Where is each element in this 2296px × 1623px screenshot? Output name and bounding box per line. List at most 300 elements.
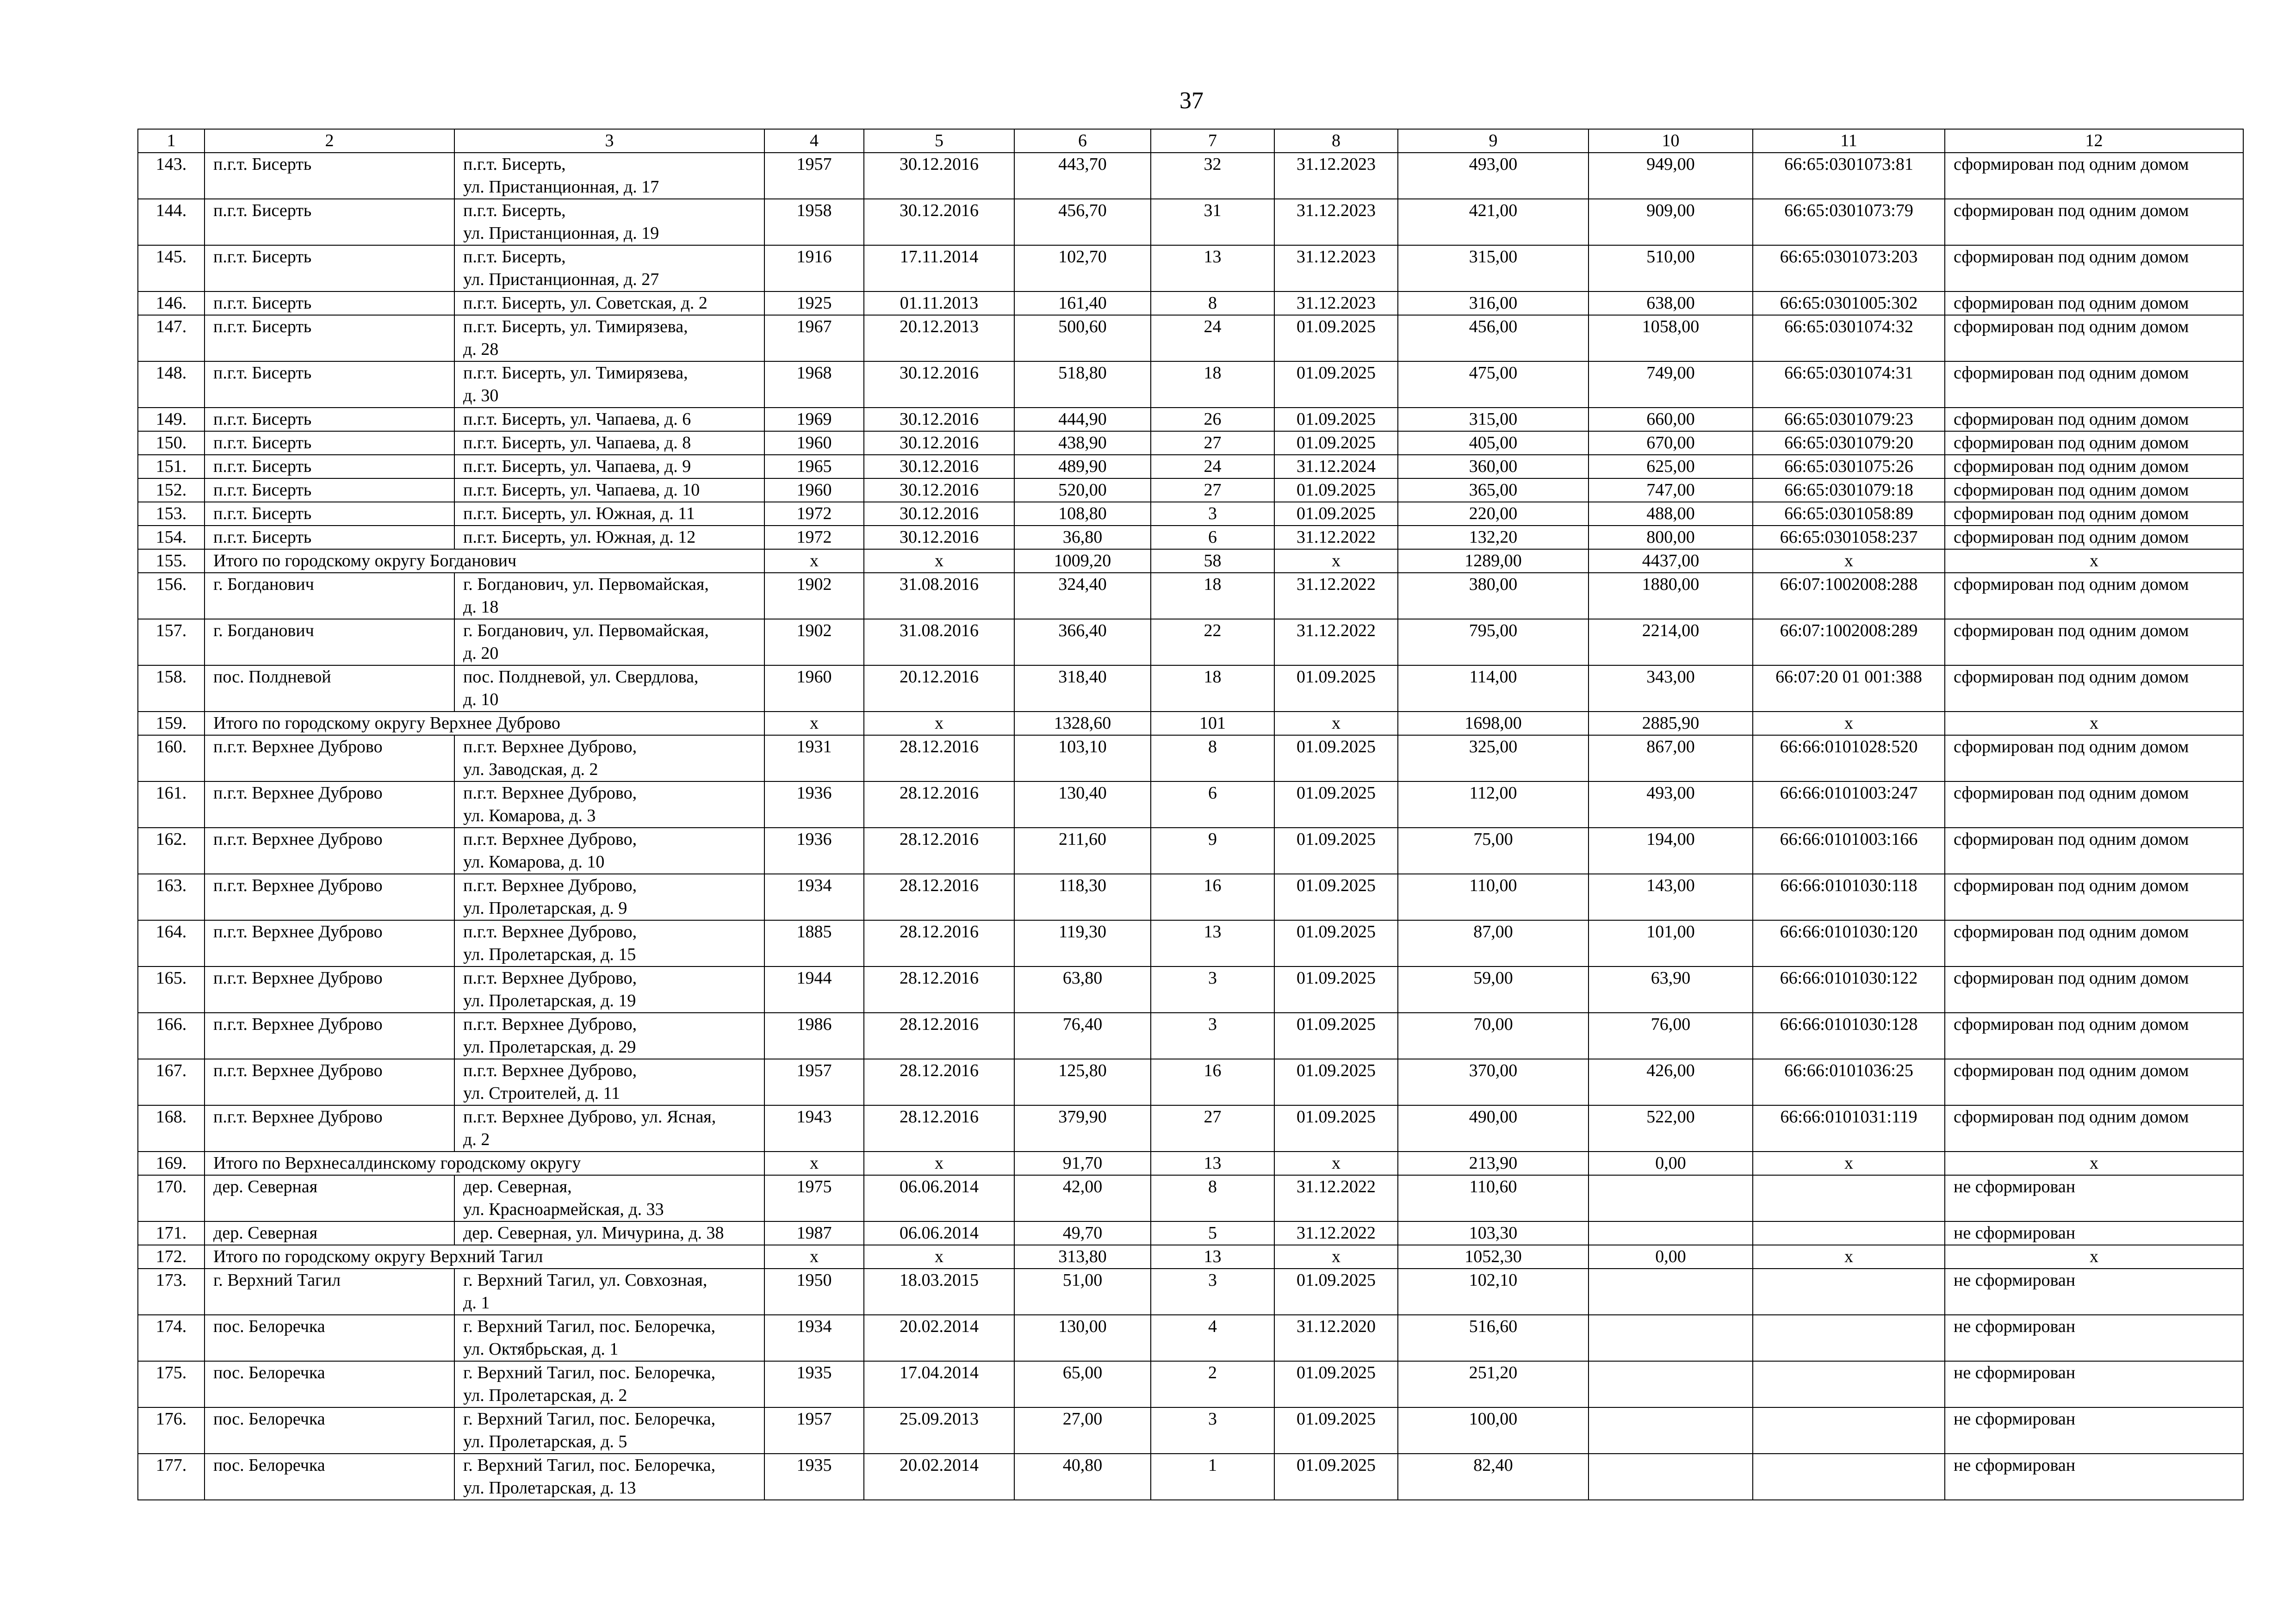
residents-cell: 8 [1151, 1175, 1274, 1221]
value-cell: 516,60 [1398, 1315, 1589, 1361]
cadastral-number-cell: 66:65:0301079:20 [1753, 431, 1945, 455]
year-cell: 1902 [764, 619, 864, 665]
area-cell: 313,80 [1014, 1245, 1151, 1269]
value-cell: 1052,30 [1398, 1245, 1589, 1269]
deadline-cell: 01.09.2025 [1274, 874, 1398, 920]
value-cell: 380,00 [1398, 573, 1589, 619]
land-status-cell: сформирован под одним домом [1945, 1013, 2243, 1059]
year-cell: 1986 [764, 1013, 864, 1059]
land-area-cell: 2885,90 [1589, 712, 1753, 735]
address-line: г. Верхний Тагил, пос. Белоречка, [463, 1363, 716, 1382]
year-cell: 1960 [764, 431, 864, 455]
table-row [138, 735, 2243, 781]
table-row [138, 665, 2243, 712]
locality-cell: п.г.т. Верхнее Дуброво [205, 1013, 454, 1059]
cadastral-number-cell: х [1753, 1152, 1945, 1175]
table-row [138, 920, 2243, 966]
deadline-cell: 01.09.2025 [1274, 1407, 1398, 1454]
cadastral-number-cell: 66:66:0101036:25 [1753, 1059, 1945, 1105]
land-area-cell: 2214,00 [1589, 619, 1753, 665]
row-number-cell: 163. [138, 874, 205, 920]
address-line: п.г.т. Бисерть, [463, 201, 566, 220]
value-cell: 421,00 [1398, 199, 1589, 245]
residents-cell: 3 [1151, 966, 1274, 1013]
value-cell: 456,00 [1398, 315, 1589, 361]
locality-cell: г. Богданович [205, 573, 454, 619]
land-status-cell: сформирован под одним домом [1945, 1059, 2243, 1105]
deadline-cell: х [1274, 549, 1398, 573]
address-cell [454, 781, 764, 828]
address-line: пос. Полдневой, ул. Свердлова, [463, 667, 699, 687]
cadastral-number-cell: 66:66:0101030:122 [1753, 966, 1945, 1013]
locality-cell: п.г.т. Бисерть [205, 291, 454, 315]
cadastral-number-cell [1753, 1407, 1945, 1454]
residents-cell: 58 [1151, 549, 1274, 573]
value-cell: 315,00 [1398, 408, 1589, 431]
deadline-cell: 01.09.2025 [1274, 1059, 1398, 1105]
table-total-row [138, 1152, 2243, 1175]
land-status-cell: х [1945, 712, 2243, 735]
value-cell: 316,00 [1398, 291, 1589, 315]
address-cell [454, 431, 764, 455]
deadline-cell: 31.12.2023 [1274, 199, 1398, 245]
residents-cell: 101 [1151, 712, 1274, 735]
address-line: г. Верхний Тагил, пос. Белоречка, [463, 1317, 716, 1336]
area-cell: 489,90 [1014, 455, 1151, 478]
table-total-row [138, 1245, 2243, 1269]
date-cell: 30.12.2016 [864, 408, 1014, 431]
column-header: 5 [864, 129, 1014, 153]
land-status-cell: х [1945, 1245, 2243, 1269]
deadline-cell: 01.09.2025 [1274, 781, 1398, 828]
cadastral-number-cell [1753, 1269, 1945, 1315]
table-row [138, 526, 2243, 549]
value-cell: 75,00 [1398, 828, 1589, 874]
area-cell: 51,00 [1014, 1269, 1151, 1315]
address-line: п.г.т. Верхнее Дуброво, [463, 922, 637, 942]
land-status-cell: сформирован под одним домом [1945, 735, 2243, 781]
value-cell: 365,00 [1398, 478, 1589, 502]
land-area-cell [1589, 1175, 1753, 1221]
table-body [138, 129, 2243, 1500]
deadline-cell: 31.12.2023 [1274, 291, 1398, 315]
row-number-cell: 144. [138, 199, 205, 245]
address-cell [454, 199, 764, 245]
land-status-cell: сформирован под одним домом [1945, 665, 2243, 712]
table-row [138, 573, 2243, 619]
address-line: г. Богданович, ул. Первомайская, [463, 575, 709, 594]
address-line: п.г.т. Верхнее Дуброво, ул. Ясная, [463, 1107, 716, 1127]
locality-cell: п.г.т. Верхнее Дуброво [205, 966, 454, 1013]
column-number-row [138, 129, 2243, 153]
area-cell: 108,80 [1014, 502, 1151, 526]
address-cell [454, 455, 764, 478]
locality-cell: г. Верхний Тагил [205, 1269, 454, 1315]
row-number-cell: 157. [138, 619, 205, 665]
year-cell: х [764, 712, 864, 735]
land-status-cell: сформирован под одним домом [1945, 920, 2243, 966]
area-cell: 125,80 [1014, 1059, 1151, 1105]
address-cell [454, 1269, 764, 1315]
address-cell [454, 1013, 764, 1059]
land-area-cell: 63,90 [1589, 966, 1753, 1013]
address-cell [454, 1221, 764, 1245]
land-status-cell: сформирован под одним домом [1945, 291, 2243, 315]
deadline-cell: 01.09.2025 [1274, 828, 1398, 874]
year-cell: 1957 [764, 1059, 864, 1105]
table-row [138, 199, 2243, 245]
area-cell: 518,80 [1014, 361, 1151, 408]
year-cell: 1960 [764, 665, 864, 712]
locality-cell: п.г.т. Бисерть [205, 431, 454, 455]
land-status-cell: сформирован под одним домом [1945, 781, 2243, 828]
residents-cell: 27 [1151, 431, 1274, 455]
area-cell: 1009,20 [1014, 549, 1151, 573]
address-cell [454, 573, 764, 619]
land-status-cell: сформирован под одним домом [1945, 455, 2243, 478]
cadastral-number-cell: 66:65:0301075:26 [1753, 455, 1945, 478]
year-cell: 1916 [764, 245, 864, 291]
address-line: п.г.т. Бисерть, ул. Тимирязева, [463, 363, 688, 383]
cadastral-number-cell: 66:65:0301073:81 [1753, 153, 1945, 199]
land-area-cell: 426,00 [1589, 1059, 1753, 1105]
cadastral-number-cell [1753, 1454, 1945, 1500]
cadastral-number-cell: 66:07:1002008:289 [1753, 619, 1945, 665]
table-row [138, 431, 2243, 455]
address-line: п.г.т. Верхнее Дуброво, [463, 830, 637, 849]
date-cell: х [864, 1245, 1014, 1269]
row-number-cell: 152. [138, 478, 205, 502]
land-status-cell: не сформирован [1945, 1361, 2243, 1407]
cadastral-number-cell: 66:66:0101028:520 [1753, 735, 1945, 781]
residents-cell: 16 [1151, 1059, 1274, 1105]
deadline-cell: 31.12.2022 [1274, 526, 1398, 549]
residents-cell: 32 [1151, 153, 1274, 199]
deadline-cell: 31.12.2024 [1274, 455, 1398, 478]
locality-cell: п.г.т. Бисерть [205, 526, 454, 549]
date-cell: 28.12.2016 [864, 828, 1014, 874]
year-cell: 1987 [764, 1221, 864, 1245]
table-row [138, 361, 2243, 408]
year-cell: 1935 [764, 1454, 864, 1500]
area-cell: 130,00 [1014, 1315, 1151, 1361]
area-cell: 438,90 [1014, 431, 1151, 455]
address-line: д. 18 [463, 597, 499, 617]
address-line: ул. Пролетарская, д. 5 [463, 1432, 627, 1451]
address-line: д. 20 [463, 644, 499, 663]
table-row [138, 153, 2243, 199]
year-cell: 1925 [764, 291, 864, 315]
table-row [138, 455, 2243, 478]
area-cell: 500,60 [1014, 315, 1151, 361]
land-status-cell: сформирован под одним домом [1945, 1105, 2243, 1152]
land-area-cell: 1058,00 [1589, 315, 1753, 361]
date-cell: 28.12.2016 [864, 966, 1014, 1013]
locality-cell: п.г.т. Бисерть [205, 153, 454, 199]
address-cell [454, 526, 764, 549]
deadline-cell: 01.09.2025 [1274, 1454, 1398, 1500]
column-header: 11 [1753, 129, 1945, 153]
value-cell: 475,00 [1398, 361, 1589, 408]
column-header: 6 [1014, 129, 1151, 153]
value-cell: 220,00 [1398, 502, 1589, 526]
date-cell: 28.12.2016 [864, 1105, 1014, 1152]
deadline-cell: 31.12.2022 [1274, 573, 1398, 619]
land-area-cell: 76,00 [1589, 1013, 1753, 1059]
locality-cell: пос. Белоречка [205, 1407, 454, 1454]
column-header: 9 [1398, 129, 1589, 153]
land-status-cell: сформирован под одним домом [1945, 153, 2243, 199]
residents-cell: 31 [1151, 199, 1274, 245]
residents-cell: 6 [1151, 781, 1274, 828]
value-cell: 213,90 [1398, 1152, 1589, 1175]
address-line: ул. Пристанционная, д. 19 [463, 223, 659, 243]
residents-cell: 18 [1151, 573, 1274, 619]
land-status-cell: сформирован под одним домом [1945, 874, 2243, 920]
value-cell: 795,00 [1398, 619, 1589, 665]
address-line: п.г.т. Верхнее Дуброво, [463, 1015, 637, 1034]
year-cell: 1957 [764, 1407, 864, 1454]
row-number-cell: 174. [138, 1315, 205, 1361]
locality-cell: п.г.т. Бисерть [205, 315, 454, 361]
residents-cell: 1 [1151, 1454, 1274, 1500]
row-number-cell: 164. [138, 920, 205, 966]
deadline-cell: 01.09.2025 [1274, 502, 1398, 526]
address-line: ул. Пристанционная, д. 17 [463, 177, 659, 197]
date-cell: 28.12.2016 [864, 1059, 1014, 1105]
row-number-cell: 148. [138, 361, 205, 408]
locality-cell: п.г.т. Бисерть [205, 199, 454, 245]
land-area-cell: 670,00 [1589, 431, 1753, 455]
table-row [138, 1059, 2243, 1105]
residents-cell: 8 [1151, 291, 1274, 315]
row-number-cell: 169. [138, 1152, 205, 1175]
address-cell [454, 1105, 764, 1152]
cadastral-number-cell [1753, 1315, 1945, 1361]
address-line: г. Верхний Тагил, пос. Белоречка, [463, 1409, 716, 1429]
address-line: ул. Пролетарская, д. 13 [463, 1478, 636, 1498]
land-area-cell: 493,00 [1589, 781, 1753, 828]
address-line: ул. Комарова, д. 10 [463, 852, 605, 872]
year-cell: 1934 [764, 1315, 864, 1361]
address-line: ул. Пролетарская, д. 9 [463, 898, 627, 918]
land-status-cell: сформирован под одним домом [1945, 361, 2243, 408]
year-cell: х [764, 1245, 864, 1269]
cadastral-number-cell: 66:07:20 01 001:388 [1753, 665, 1945, 712]
address-line: п.г.т. Бисерть, ул. Тимирязева, [463, 317, 688, 336]
area-cell: 161,40 [1014, 291, 1151, 315]
address-line: ул. Пролетарская, д. 2 [463, 1386, 627, 1405]
locality-cell: пос. Белоречка [205, 1454, 454, 1500]
date-cell: 30.12.2016 [864, 199, 1014, 245]
deadline-cell: 01.09.2025 [1274, 1361, 1398, 1407]
address-line: п.г.т. Верхнее Дуброво, [463, 737, 637, 756]
table-row [138, 619, 2243, 665]
deadline-cell: 31.12.2023 [1274, 245, 1398, 291]
row-number-cell: 151. [138, 455, 205, 478]
locality-cell: п.г.т. Верхнее Дуброво [205, 874, 454, 920]
date-cell: 31.08.2016 [864, 619, 1014, 665]
land-status-cell: сформирован под одним домом [1945, 245, 2243, 291]
address-line: дер. Северная, [463, 1177, 572, 1196]
cadastral-number-cell: 66:65:0301058:89 [1753, 502, 1945, 526]
date-cell: 28.12.2016 [864, 781, 1014, 828]
land-area-cell [1589, 1407, 1753, 1454]
residents-cell: 13 [1151, 920, 1274, 966]
deadline-cell: 01.09.2025 [1274, 478, 1398, 502]
year-cell: х [764, 549, 864, 573]
deadline-cell: 01.09.2025 [1274, 1269, 1398, 1315]
year-cell: 1885 [764, 920, 864, 966]
area-cell: 102,70 [1014, 245, 1151, 291]
date-cell: 20.02.2014 [864, 1454, 1014, 1500]
deadline-cell: 01.09.2025 [1274, 1013, 1398, 1059]
column-header: 7 [1151, 129, 1274, 153]
address-cell [454, 1454, 764, 1500]
address-line: п.г.т. Верхнее Дуброво, [463, 968, 637, 988]
address-line: п.г.т. Бисерть, [463, 247, 566, 266]
deadline-cell: 01.09.2025 [1274, 431, 1398, 455]
area-cell: 36,80 [1014, 526, 1151, 549]
address-line: ул. Красноармейская, д. 33 [463, 1200, 664, 1219]
residents-cell: 6 [1151, 526, 1274, 549]
locality-cell: дер. Северная [205, 1175, 454, 1221]
residents-cell: 8 [1151, 735, 1274, 781]
date-cell: 28.12.2016 [864, 1013, 1014, 1059]
land-area-cell: 488,00 [1589, 502, 1753, 526]
deadline-cell: х [1274, 712, 1398, 735]
area-cell: 456,70 [1014, 199, 1151, 245]
year-cell: 1968 [764, 361, 864, 408]
land-status-cell: сформирован под одним домом [1945, 828, 2243, 874]
year-cell: 1965 [764, 455, 864, 478]
value-cell: 370,00 [1398, 1059, 1589, 1105]
row-number-cell: 165. [138, 966, 205, 1013]
cadastral-number-cell: х [1753, 1245, 1945, 1269]
address-line: ул. Пролетарская, д. 19 [463, 991, 636, 1010]
date-cell: 30.12.2016 [864, 455, 1014, 478]
land-status-cell: сформирован под одним домом [1945, 478, 2243, 502]
residents-cell: 22 [1151, 619, 1274, 665]
table-row [138, 1269, 2243, 1315]
cadastral-number-cell [1753, 1175, 1945, 1221]
value-cell: 82,40 [1398, 1454, 1589, 1500]
land-area-cell [1589, 1269, 1753, 1315]
address-line: п.г.т. Бисерть, ул. Советская, д. 2 [463, 293, 707, 313]
column-header: 12 [1945, 129, 2243, 153]
value-cell: 110,60 [1398, 1175, 1589, 1221]
land-status-cell: не сформирован [1945, 1269, 2243, 1315]
value-cell: 1289,00 [1398, 549, 1589, 573]
area-cell: 27,00 [1014, 1407, 1151, 1454]
address-cell [454, 966, 764, 1013]
row-number-cell: 158. [138, 665, 205, 712]
total-label-cell: Итого по Верхнесалдинскому городскому округу [205, 1152, 764, 1175]
residents-cell: 16 [1151, 874, 1274, 920]
area-cell: 76,40 [1014, 1013, 1151, 1059]
table-row [138, 874, 2243, 920]
address-cell [454, 874, 764, 920]
address-line: п.г.т. Бисерть, [463, 155, 566, 174]
total-label-cell: Итого по городскому округу Богданович [205, 549, 764, 573]
area-cell: 103,10 [1014, 735, 1151, 781]
cadastral-number-cell: х [1753, 712, 1945, 735]
cadastral-number-cell: 66:66:0101003:166 [1753, 828, 1945, 874]
value-cell: 59,00 [1398, 966, 1589, 1013]
table-row [138, 781, 2243, 828]
year-cell: 1957 [764, 153, 864, 199]
date-cell: 18.03.2015 [864, 1269, 1014, 1315]
value-cell: 493,00 [1398, 153, 1589, 199]
cadastral-number-cell: 66:65:0301079:23 [1753, 408, 1945, 431]
column-header: 4 [764, 129, 864, 153]
row-number-cell: 173. [138, 1269, 205, 1315]
area-cell: 91,70 [1014, 1152, 1151, 1175]
date-cell: 06.06.2014 [864, 1221, 1014, 1245]
area-cell: 40,80 [1014, 1454, 1151, 1500]
address-cell [454, 1175, 764, 1221]
table-row [138, 315, 2243, 361]
year-cell: 1943 [764, 1105, 864, 1152]
residents-cell: 24 [1151, 315, 1274, 361]
land-area-cell: 522,00 [1589, 1105, 1753, 1152]
value-cell: 103,30 [1398, 1221, 1589, 1245]
row-number-cell: 143. [138, 153, 205, 199]
row-number-cell: 145. [138, 245, 205, 291]
land-area-cell [1589, 1315, 1753, 1361]
address-line: ул. Заводская, д. 2 [463, 760, 598, 779]
land-status-cell: не сформирован [1945, 1454, 2243, 1500]
residents-cell: 3 [1151, 1013, 1274, 1059]
address-cell [454, 245, 764, 291]
locality-cell: п.г.т. Верхнее Дуброво [205, 920, 454, 966]
row-number-cell: 146. [138, 291, 205, 315]
locality-cell: п.г.т. Бисерть [205, 478, 454, 502]
residents-cell: 4 [1151, 1315, 1274, 1361]
residents-cell: 13 [1151, 245, 1274, 291]
total-label-cell: Итого по городскому округу Верхнее Дуброво [205, 712, 764, 735]
table-row [138, 245, 2243, 291]
residents-cell: 13 [1151, 1152, 1274, 1175]
column-header: 10 [1589, 129, 1753, 153]
date-cell: 30.12.2016 [864, 502, 1014, 526]
locality-cell: п.г.т. Верхнее Дуброво [205, 735, 454, 781]
cadastral-number-cell: х [1753, 549, 1945, 573]
year-cell: 1972 [764, 526, 864, 549]
deadline-cell: х [1274, 1245, 1398, 1269]
area-cell: 324,40 [1014, 573, 1151, 619]
cadastral-number-cell: 66:65:0301073:79 [1753, 199, 1945, 245]
row-number-cell: 147. [138, 315, 205, 361]
address-line: г. Верхний Тагил, ул. Совхозная, [463, 1270, 707, 1290]
address-cell [454, 1361, 764, 1407]
address-cell [454, 361, 764, 408]
residents-cell: 9 [1151, 828, 1274, 874]
address-line: дер. Северная, ул. Мичурина, д. 38 [463, 1223, 724, 1243]
land-status-cell: сформирован под одним домом [1945, 573, 2243, 619]
locality-cell: п.г.т. Бисерть [205, 408, 454, 431]
row-number-cell: 156. [138, 573, 205, 619]
date-cell: 01.11.2013 [864, 291, 1014, 315]
table-row [138, 1221, 2243, 1245]
land-status-cell: не сформирован [1945, 1175, 2243, 1221]
area-cell: 119,30 [1014, 920, 1151, 966]
residents-cell: 13 [1151, 1245, 1274, 1269]
year-cell: 1967 [764, 315, 864, 361]
address-line: п.г.т. Бисерть, ул. Южная, д. 12 [463, 527, 696, 547]
row-number-cell: 161. [138, 781, 205, 828]
row-number-cell: 167. [138, 1059, 205, 1105]
